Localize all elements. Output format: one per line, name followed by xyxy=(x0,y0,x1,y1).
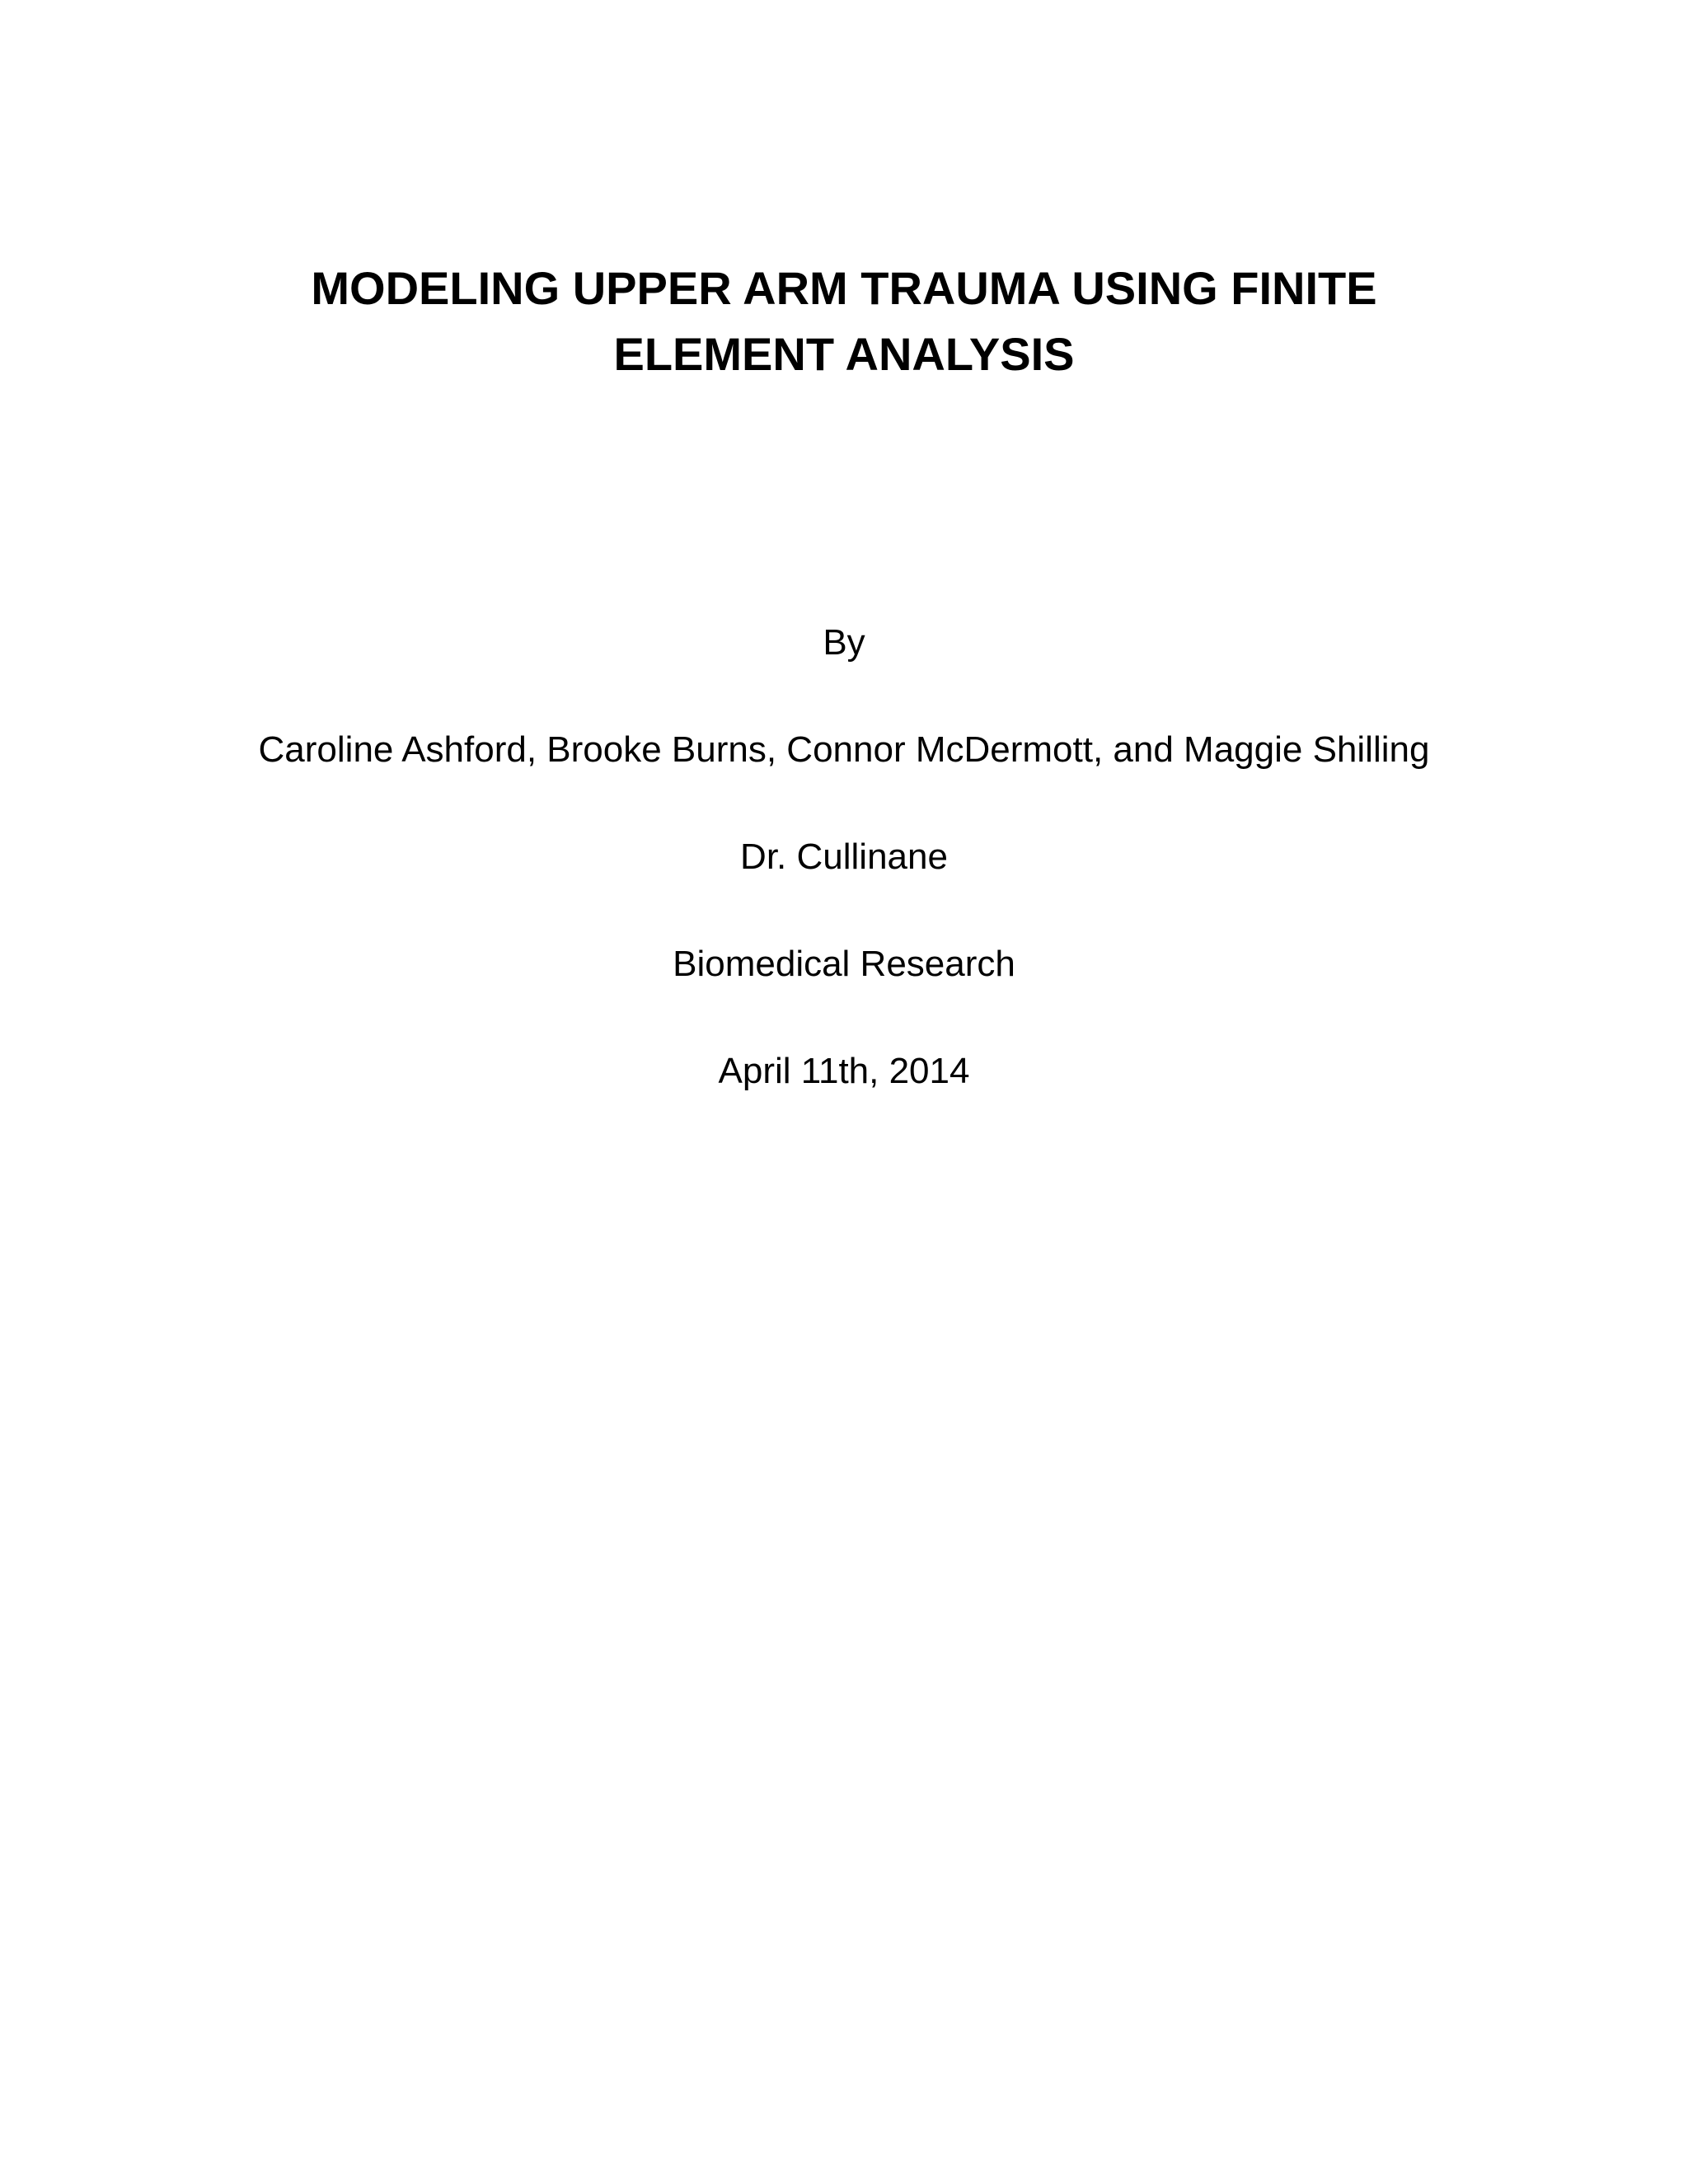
advisor-name: Dr. Cullinane xyxy=(740,837,948,877)
submission-date: April 11th, 2014 xyxy=(718,1051,970,1091)
page-title-line-2: ELEMENT ANALYSIS xyxy=(613,328,1075,380)
course-name: Biomedical Research xyxy=(673,944,1015,984)
authors-list: Caroline Ashford, Brooke Burns, Connor McDermott, and Maggie Shilling xyxy=(258,729,1430,770)
by-label: By xyxy=(823,622,865,663)
page-title-line-1: MODELING UPPER ARM TRAUMA USING FINITE xyxy=(311,262,1377,314)
